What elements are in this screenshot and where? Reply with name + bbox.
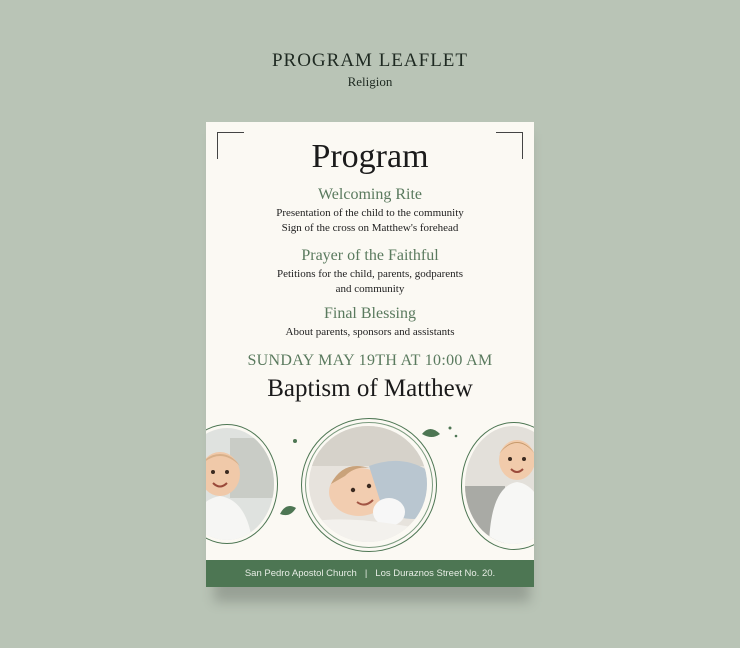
header-title: PROGRAM LEAFLET: [271, 50, 469, 71]
leaf-icon: [420, 422, 460, 452]
footer-address: Los Duraznos Street No. 20.: [375, 568, 496, 579]
footer-church: San Pedro Apostol Church: [244, 568, 357, 579]
program-title: Program: [311, 138, 429, 175]
event-title: Baptism of Matthew: [267, 375, 473, 402]
leaf-icon: [278, 500, 300, 520]
footer-bar: [206, 560, 534, 587]
leaflet: [206, 122, 534, 587]
footer-separator: |: [364, 568, 368, 579]
section-line: Petitions for the child, parents, godparents: [276, 268, 464, 280]
section-line: Presentation of the child to the community: [276, 207, 464, 219]
section-line: and community: [335, 283, 405, 295]
baby-photo-middle: [309, 426, 427, 542]
section-line: Sign of the cross on Matthew's forehead: [281, 222, 459, 234]
section-title-prayer: Prayer of the Faithful: [301, 247, 439, 264]
event-date: SUNDAY MAY 19TH AT 10:00 AM: [247, 352, 493, 369]
section-title-final-blessing: Final Blessing: [323, 305, 416, 322]
dot-icon: [290, 436, 300, 446]
header-subtitle: Religion: [347, 74, 393, 89]
section-line: About parents, sponsors and assistants: [285, 326, 455, 338]
section-title-welcoming-rite: Welcoming Rite: [317, 186, 423, 203]
